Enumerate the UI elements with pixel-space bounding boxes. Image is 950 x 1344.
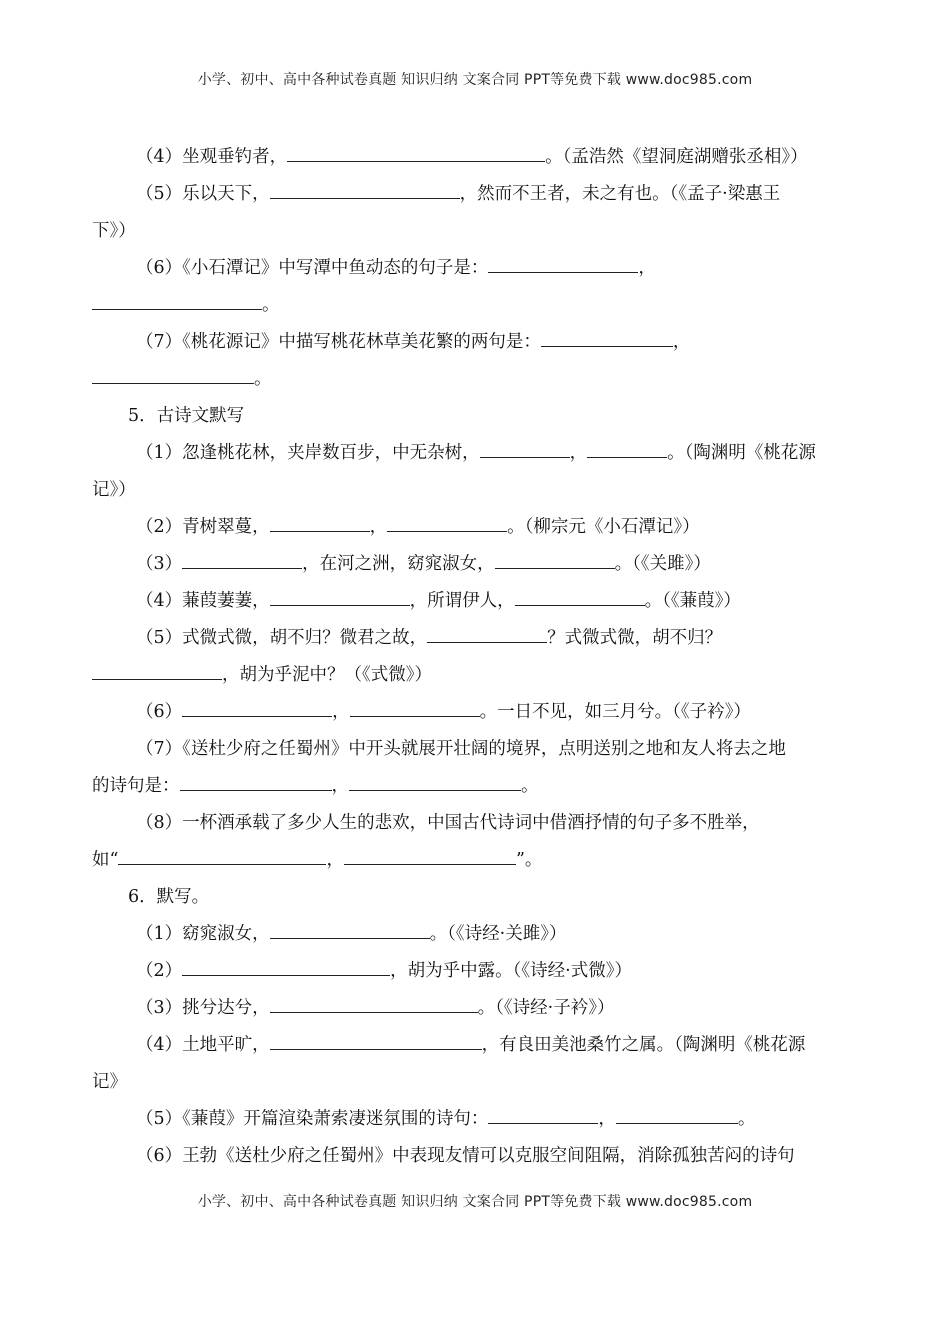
item-line: ，胡为乎泥中？（《式微》） bbox=[92, 657, 862, 694]
answer-blank[interactable] bbox=[270, 937, 430, 939]
answer-blank[interactable] bbox=[270, 197, 460, 199]
item-line: （8）一杯酒承载了多少人生的悲欢，中国古代诗词中借酒抒情的句子多不胜举， bbox=[136, 813, 760, 833]
item-line: （7）《桃花源记》中描写桃花林草美花繁的两句是： ， bbox=[136, 332, 691, 352]
item-line: 下》） bbox=[92, 221, 136, 241]
item-line: （2） ，胡为乎中露。（《诗经·式微》） bbox=[136, 961, 632, 981]
item-line: （3）挑兮达兮， 。（《诗经·子衿》） bbox=[136, 998, 615, 1018]
item-line: 。 bbox=[92, 361, 862, 398]
answer-blank[interactable] bbox=[541, 345, 673, 347]
page-header: 小学、初中、高中各种试卷真题 知识归纳 文案合同 PPT等免费下载 www.doc985.com bbox=[197, 72, 753, 88]
answer-blank[interactable] bbox=[270, 530, 370, 532]
item-line: （4）蒹葭萋萋， ，所谓伊人， 。（《蒹葭》） bbox=[136, 591, 741, 611]
item-line: （6）《小石潭记》中写潭中鱼动态的句子是： ， bbox=[136, 258, 656, 278]
answer-blank[interactable] bbox=[180, 789, 332, 791]
answer-blank[interactable] bbox=[616, 1122, 738, 1124]
item-line: 的诗句是： ， 。 bbox=[92, 776, 539, 796]
item-line: （1）窈窕淑女， 。（《诗经·关雎》） bbox=[136, 924, 567, 944]
item-line: （5）乐以天下， ，然而不王者，未之有也。（《孟子·梁惠王 bbox=[136, 184, 781, 204]
answer-blank[interactable] bbox=[480, 456, 570, 458]
answer-blank[interactable] bbox=[92, 382, 254, 384]
answer-blank[interactable] bbox=[344, 863, 516, 865]
answer-blank[interactable] bbox=[350, 715, 480, 717]
section-heading: 5．古诗文默写 bbox=[128, 406, 245, 426]
item-line: （6） ， 。一日不见，如三月兮。（《子衿》） bbox=[136, 702, 751, 722]
section-heading: 6．默写。 bbox=[128, 887, 210, 907]
item-line: （2）青树翠蔓， ， 。（柳宗元《小石潭记》） bbox=[136, 517, 700, 537]
answer-blank[interactable] bbox=[427, 641, 547, 643]
answer-blank[interactable] bbox=[270, 604, 410, 606]
item-line: 记》 bbox=[92, 1072, 127, 1092]
answer-blank[interactable] bbox=[495, 567, 615, 569]
answer-blank[interactable] bbox=[118, 863, 326, 865]
answer-blank[interactable] bbox=[182, 715, 332, 717]
item-line: （5）《蒹葭》开篇渲染萧索凄迷氛围的诗句： ， 。 bbox=[136, 1109, 756, 1129]
page-footer: 小学、初中、高中各种试卷真题 知识归纳 文案合同 PPT等免费下载 www.doc985.com bbox=[197, 1194, 753, 1210]
item-line: （7）《送杜少府之任蜀州》中开头就展开壮阔的境界，点明送别之地和友人将去之地 bbox=[136, 739, 786, 759]
document-body bbox=[92, 139, 862, 1175]
answer-blank[interactable] bbox=[287, 160, 545, 162]
answer-blank[interactable] bbox=[349, 789, 521, 791]
answer-blank[interactable] bbox=[92, 308, 262, 310]
answer-blank[interactable] bbox=[182, 567, 302, 569]
answer-blank[interactable] bbox=[270, 1011, 478, 1013]
answer-blank[interactable] bbox=[587, 456, 667, 458]
item-line: 。 bbox=[92, 287, 862, 324]
answer-blank[interactable] bbox=[488, 271, 638, 273]
answer-blank[interactable] bbox=[515, 604, 645, 606]
item-line: （3） ，在河之洲，窈窕淑女， 。（《关雎》） bbox=[136, 554, 711, 574]
item-line: 如“ ， ”。 bbox=[92, 850, 543, 870]
item-line: （5）式微式微，胡不归？微君之故， ？式微式微，胡不归？ bbox=[136, 628, 723, 648]
answer-blank[interactable] bbox=[270, 1048, 482, 1050]
answer-blank[interactable] bbox=[387, 530, 507, 532]
item-line: （4）坐观垂钓者， 。（孟浩然《望洞庭湖赠张丞相》） bbox=[136, 147, 808, 167]
item-line: （4）土地平旷， ，有良田美池桑竹之属。（陶渊明《桃花源 bbox=[136, 1035, 806, 1055]
item-line: （1）忽逢桃花林，夹岸数百步，中无杂树， ， 。（陶渊明《桃花源 bbox=[136, 443, 816, 463]
item-line: （6）王勃《送杜少府之任蜀州》中表现友情可以克服空间阻隔，消除孤独苦闷的诗句 bbox=[136, 1146, 795, 1166]
answer-blank[interactable] bbox=[488, 1122, 598, 1124]
answer-blank[interactable] bbox=[182, 974, 390, 976]
item-line: 记》） bbox=[92, 480, 136, 500]
answer-blank[interactable] bbox=[92, 678, 222, 680]
